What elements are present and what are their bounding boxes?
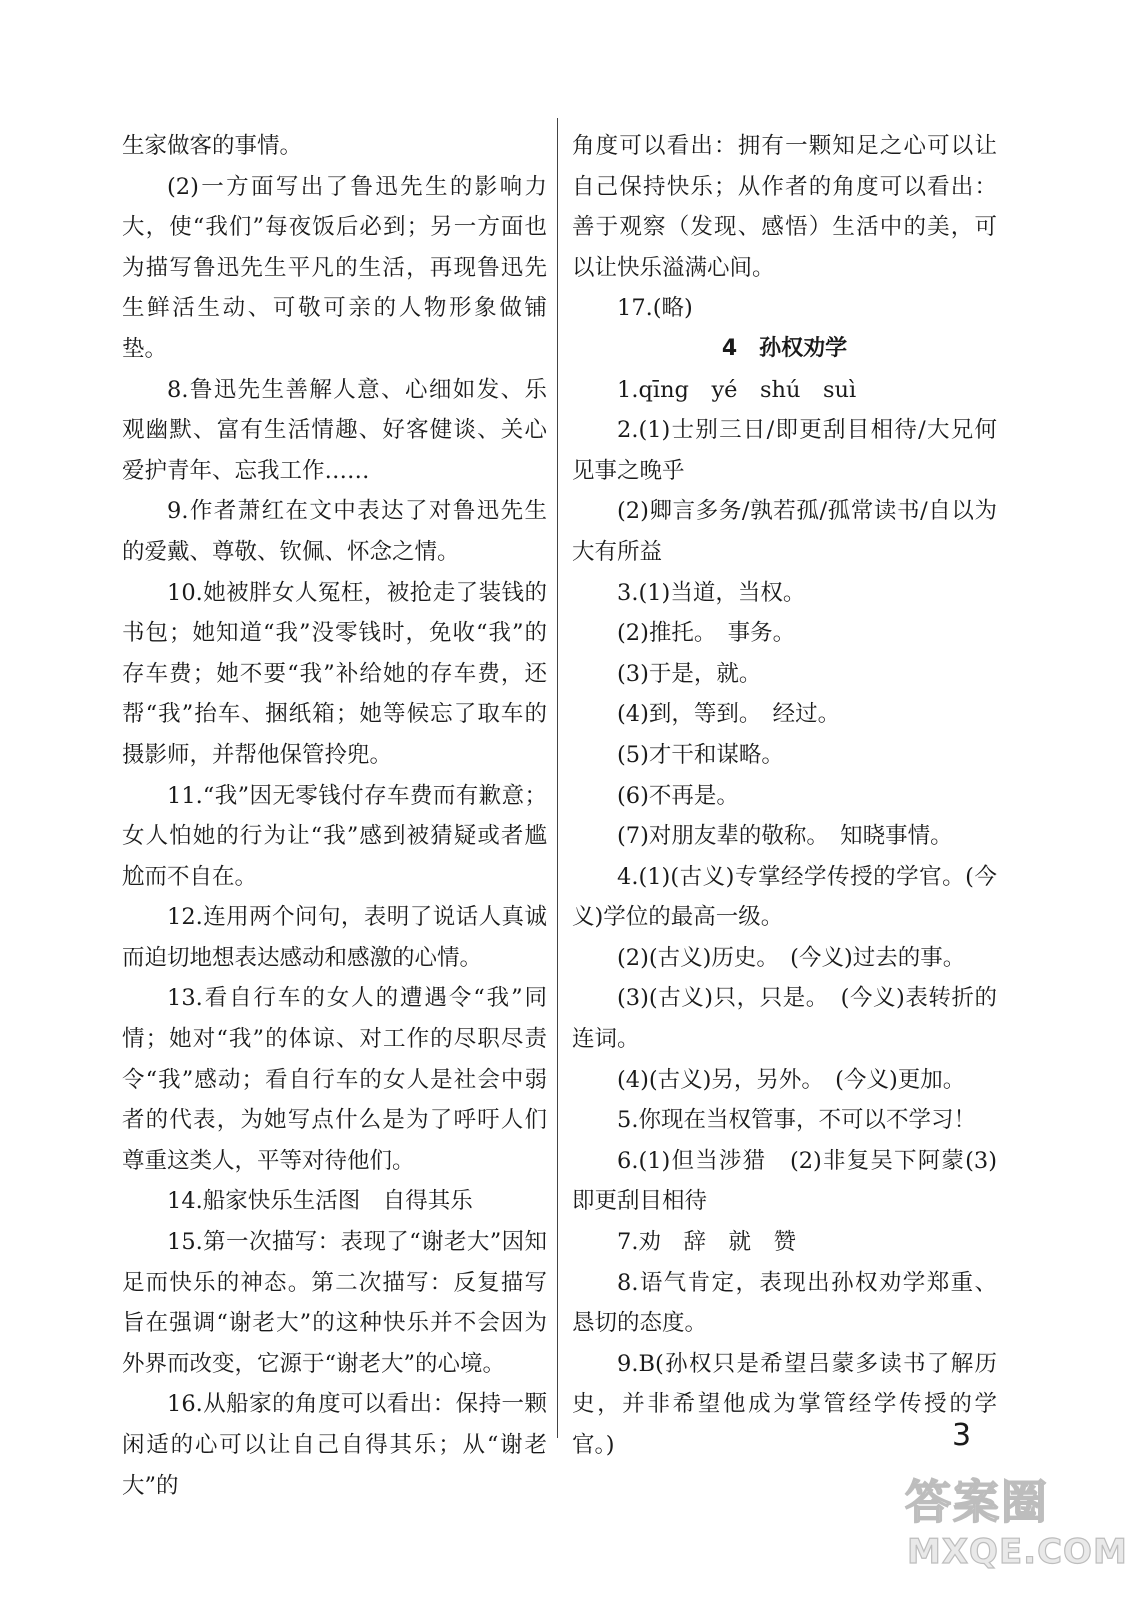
- answer-paragraph: (7)对朋友辈的敬称。 知晓事情。: [617, 823, 953, 850]
- answer-paragraph: 11.“我”因无零钱付存车费而有歉意；女人怕她的行为让“我”感到被猜疑或者尴尬而不自在。: [122, 782, 547, 890]
- answer-paragraph: 8.鲁迅先生善解人意、心细如发、乐观幽默、富有生活情趣、好客健谈、关心爱护青年、忘我工作……: [122, 376, 547, 484]
- answer-paragraph: 角度可以看出：拥有一颗知足之心可以让自己保持快乐；从作者的角度可以看出：善于观察（发现、感悟）生活中的美，可以让快乐溢满心间。: [572, 133, 997, 281]
- answer-paragraph: 17.(略): [617, 295, 693, 322]
- column-divider: [557, 118, 558, 1438]
- watermark-top-text: 答案圈: [905, 1475, 1049, 1529]
- answer-paragraph: (4)(古义)另，另外。 (今义)更加。: [617, 1066, 966, 1093]
- section-title: 4 孙权劝学: [721, 335, 848, 361]
- answer-paragraph: 3.(1)当道，当权。: [617, 579, 806, 606]
- right-column: [572, 126, 997, 1466]
- left-column: [122, 126, 547, 1506]
- answer-paragraph: 10.她被胖女人冤枉，被抢走了装钱的书包；她知道“我”没零钱时，免收“我”的存车费；她不要“我”补给她的存车费，还帮“我”抬车、捆纸箱；她等候忘了取车的摄影师，并帮他保管拎兜。: [122, 579, 547, 768]
- answer-paragraph: 2.(1)士别三日/即更刮目相待/大兄何见事之晚乎: [572, 417, 997, 484]
- answer-paragraph: 15.第一次描写：表现了“谢老大”因知足而快乐的神态。第二次描写：反复描写旨在强调“谢老大”的这种快乐并不会因为外界而改变，它源于“谢老大”的心境。: [122, 1229, 547, 1377]
- answer-paragraph: 14.船家快乐生活图 自得其乐: [167, 1188, 473, 1215]
- answer-paragraph: 5.你现在当权管事，不可以不学习！: [617, 1107, 976, 1134]
- answer-paragraph: 4.(1)(古义)专掌经学传授的学官。(今义)学位的最高一级。: [572, 863, 997, 931]
- answer-paragraph: (2)卿言多务/孰若孤/孤常读书/自以为大有所益: [572, 498, 997, 565]
- answer-paragraph: (2)推托。 事务。: [617, 620, 796, 647]
- answer-paragraph: 12.连用两个问句，表明了说话人真诚而迫切地想表达感动和感激的心情。: [122, 904, 547, 971]
- answer-paragraph: 9.作者萧红在文中表达了对鲁迅先生的爱戴、尊敬、钦佩、怀念之情。: [122, 498, 547, 565]
- answer-paragraph: (2)(古义)历史。 (今义)过去的事。: [617, 944, 966, 971]
- answer-paragraph: (2)一方面写出了鲁迅先生的影响力大，使“我们”每夜饭后必到；另一方面也为描写鲁迅先生平凡的生活，再现鲁迅先生鲜活生动、可敬可亲的人物形象做铺垫。: [122, 173, 547, 362]
- answer-paragraph: 6.(1)但当涉猎 (2)非复吴下阿蒙(3)即更刮目相待: [572, 1147, 997, 1215]
- answer-paragraph: 16.从船家的角度可以看出：保持一颗闲适的心可以让自己自得其乐；从“谢老大”的: [122, 1391, 547, 1499]
- answer-paragraph: (4)到，等到。 经过。: [617, 701, 841, 728]
- answer-paragraph: 9.B(孙权只是希望吕蒙多读书了解历史，并非希望他成为掌管经学传授的学官。): [572, 1350, 997, 1458]
- answer-paragraph: 1.qīng yé shú suì: [617, 376, 857, 403]
- page-number: 3: [952, 1418, 972, 1453]
- answer-paragraph: 7.劝 辞 就 赞: [617, 1229, 796, 1256]
- answer-paragraph: 生家做客的事情。: [122, 133, 303, 159]
- answer-paragraph: 8.语气肯定，表现出孙权劝学郑重、恳切的态度。: [572, 1269, 997, 1337]
- answer-paragraph: (3)(古义)只，只是。 (今义)表转折的连词。: [572, 985, 997, 1053]
- answer-paragraph: (6)不再是。: [617, 782, 739, 809]
- watermark-bottom-text: MXQE.COM: [907, 1532, 1128, 1572]
- watermark-logo: [905, 1462, 1128, 1592]
- answer-paragraph: 13.看自行车的女人的遭遇令“我”同情；她对“我”的体谅、对工作的尽职尽责令“我”感动；看自行车的女人是社会中弱者的代表，为她写点什么是为了呼吁人们尊重这类人，平等对待他们。: [122, 985, 547, 1174]
- answer-paragraph: (5)才干和谋略。: [617, 741, 784, 768]
- answer-paragraph: (3)于是，就。: [617, 660, 762, 687]
